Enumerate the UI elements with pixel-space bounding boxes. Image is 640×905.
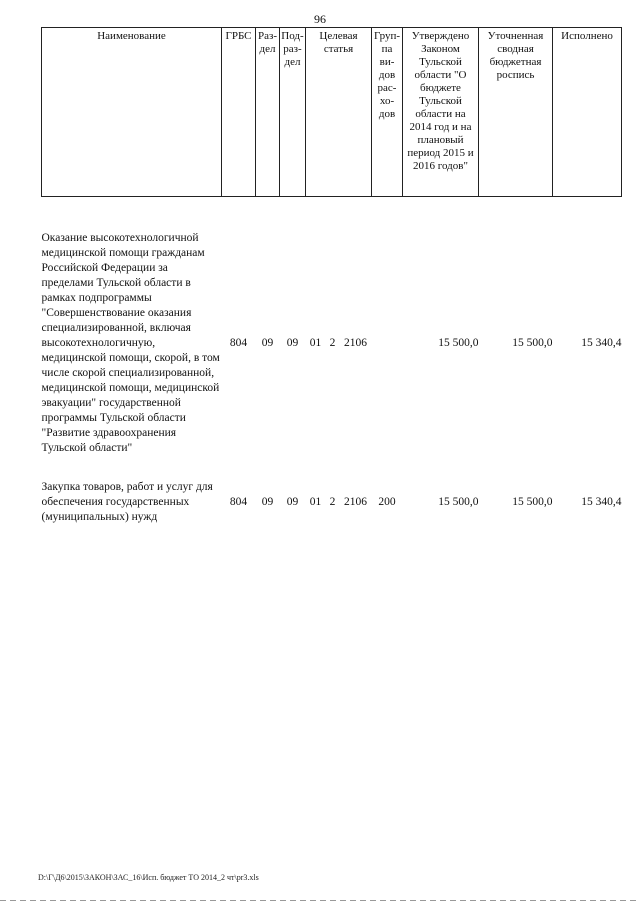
row-executed: 15 340,4: [581, 496, 622, 508]
row-revised: 15 500,0: [512, 337, 553, 349]
footer-file-path: D:\Г\Д6\2015\ЗАКОН\ЗАС_16\Исп. бюджет ТО 2014_2 чт\pr3.xls: [38, 873, 259, 882]
header-executed: Исполнено: [553, 28, 622, 197]
table-row: [42, 480, 622, 525]
row-target-1: 01: [309, 337, 322, 349]
row-target-2: 2: [329, 337, 336, 349]
row-target-3: 2106: [344, 337, 367, 349]
row-target-3: 2106: [344, 496, 367, 508]
row-expense-group: [372, 231, 403, 456]
row-executed: 15 340,4: [581, 337, 622, 349]
row-grbs: 804: [229, 496, 248, 508]
page-number: 96: [314, 12, 326, 26]
header-target-article: Целевая статья: [306, 28, 372, 197]
row-approved: 15 500,0: [438, 337, 479, 349]
header-revised: Уточненная сводная бюджетная роспись: [479, 28, 553, 197]
row-name: Оказание высокотехнологичной медицинской помощи гражданам Российской Федерации за пределами Тульской области в рамках подпрограммы "Совершенствование оказания специализированной, включая высокотехнологичную, медицинской помощи, скорой, в том числе скорой специализированной, медицинской помощи, медицинской эвакуации" государственной программы Тульской области "Развитие здравоохранения Тульской области": [41, 232, 220, 454]
bottom-rule: [0, 900, 640, 901]
row-podrazdel: 09: [286, 337, 299, 349]
row-target-1: 01: [309, 496, 322, 508]
row-expense-group: 200: [378, 496, 396, 508]
header-expense-group: Груп- па ви- дов рас- хо- дов: [372, 28, 403, 197]
row-grbs: 804: [229, 337, 248, 349]
row-revised: 15 500,0: [512, 496, 553, 508]
row-approved: 15 500,0: [438, 496, 479, 508]
row-razdel: 09: [261, 496, 274, 508]
budget-table: [41, 27, 622, 525]
header-podrazdel: Под- раз- дел: [280, 28, 306, 197]
header-row: [42, 28, 622, 197]
header-grbs: ГРБС: [222, 28, 256, 197]
header-razdel: Раз- дел: [256, 28, 280, 197]
header-approved: Утверждено Законом Тульской области "О бюджете Тульской области на 2014 год и на плановый период 2015 и 2016 годов": [403, 28, 479, 197]
row-target-2: 2: [329, 496, 336, 508]
header-name: Наименование: [42, 28, 222, 197]
row-name: Закупка товаров, работ и услуг для обеспечения государственных (муниципальных) нужд: [41, 481, 213, 523]
row-podrazdel: 09: [286, 496, 299, 508]
row-razdel: 09: [261, 337, 274, 349]
table-row: [42, 231, 622, 456]
